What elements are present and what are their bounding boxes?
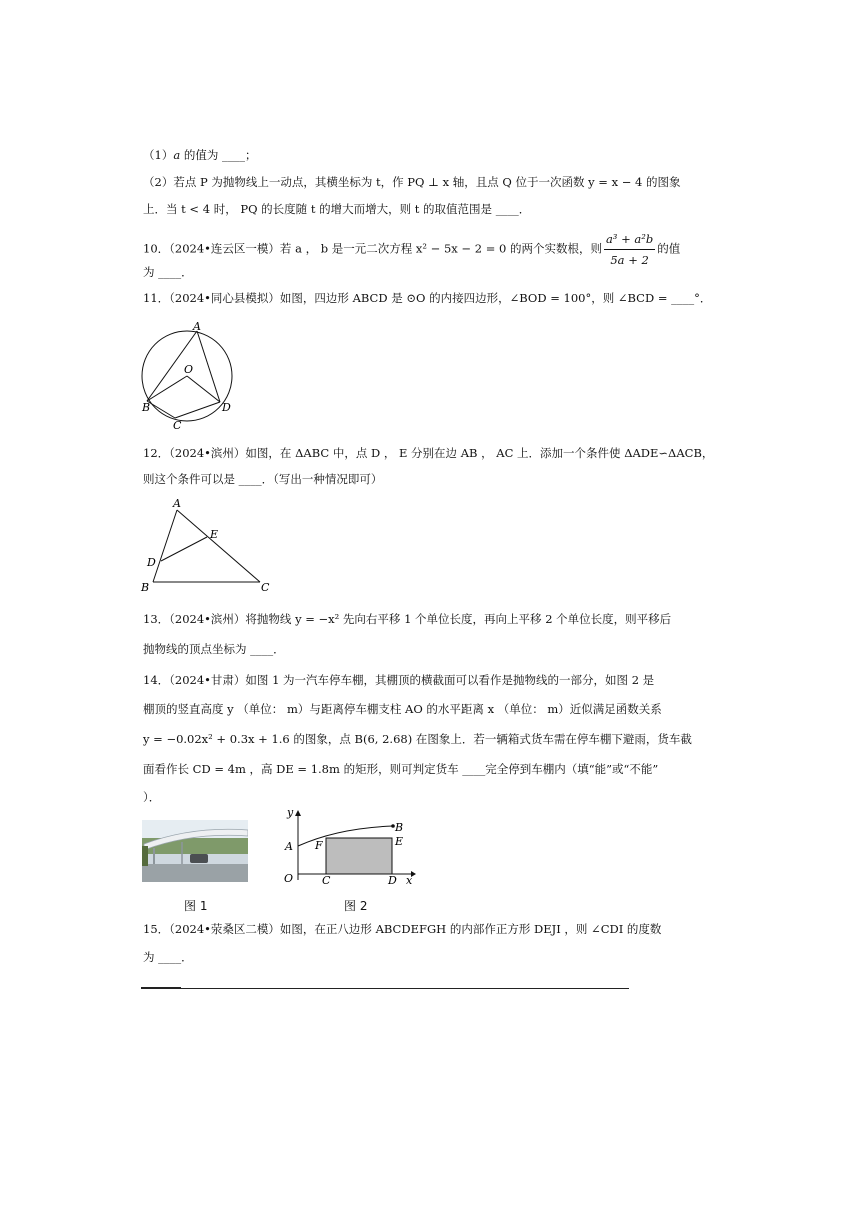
question-part-2-line1: （2）若点 P 为抛物线上一动点，其横坐标为 t，作 PQ ⊥ x 轴，且点 Q 位于一次函数 y = x − 4 的图象 <box>143 175 681 189</box>
label-b: B <box>141 581 150 594</box>
line-od <box>187 376 220 402</box>
label-o: O <box>284 872 294 885</box>
q10-numerator: a³ + a²b <box>604 229 655 250</box>
question-part-1 <box>143 147 257 163</box>
label-b: B <box>142 401 151 414</box>
answer-blank: ____ <box>222 148 245 162</box>
label-f: F <box>315 839 323 852</box>
question-12-line2: 则这个条件可以是 ____．（写出一种情况即可） <box>143 472 383 486</box>
label-e: E <box>210 528 219 541</box>
question-14-line2: 棚顶的竖直高度 y （单位： m）与距离停车棚支柱 AO 的水平距离 x （单位： m）近似满足函数关系 <box>143 702 662 716</box>
label-a: A <box>285 840 293 853</box>
fig2-caption: 图 2 <box>344 899 368 913</box>
q10-denominator: 5a + 2 <box>610 253 649 267</box>
part-1-var: a <box>173 148 181 162</box>
truck-rectangle <box>326 838 392 874</box>
page-divider <box>141 988 629 989</box>
label-e: E <box>395 835 404 848</box>
label-a: A <box>193 320 201 333</box>
question-part-2-line2: 上．当 t < 4 时， PQ 的长度随 t 的增大而增大，则 t 的取值范围是 ____． <box>143 202 531 216</box>
question-14-line5: ）． <box>143 790 161 804</box>
question-14-line1: 14．（2024•甘肃）如图 1 为一汽车停车棚，其棚顶的横截面可以看作是抛物线的一部分，如图 2 是 <box>143 673 655 687</box>
label-d: D <box>147 556 156 569</box>
question-10-line1 <box>143 229 680 270</box>
page-divider-accent <box>141 987 181 989</box>
line-cd <box>175 402 220 418</box>
question-15-line1: 15．（2024•荥桑区二模）如图，在正八边形 ABCDEFGH 的内部作正方形 DEJI ，则 ∠CDI 的度数 <box>143 922 662 936</box>
part-1-text: 的值为 <box>180 148 222 162</box>
label-o: O <box>184 363 194 376</box>
q10-fraction <box>604 229 655 270</box>
label-c: C <box>322 874 331 887</box>
line-bc <box>147 401 175 418</box>
q10-text-tail: 的值 <box>657 241 681 256</box>
fig1-caption: 图 1 <box>184 899 208 913</box>
question-14-line4: 面看作长 CD = 4m ，高 DE = 1.8m 的矩形，则可判定货车 ____完全停到车棚内（填“能”或“不能” <box>143 762 659 776</box>
label-d: D <box>388 874 397 887</box>
label-a: A <box>173 497 181 510</box>
line-ob <box>147 376 187 401</box>
label-y: y <box>287 806 294 819</box>
part-1-head: （1） <box>143 148 174 162</box>
q12-triangle-figure <box>140 496 275 596</box>
carport-photo <box>142 820 248 882</box>
label-b: B <box>395 821 404 834</box>
question-11-text: 11．（2024•同心县模拟）如图，四边形 ABCD 是 ⊙O 的内接四边形，∠BOD = 100°，则 ∠BCD = ____°． <box>143 291 712 305</box>
question-15-line2: 为 ____． <box>143 950 193 964</box>
question-13-line2: 抛物线的顶点坐标为 ____． <box>143 642 285 656</box>
question-10-line2: 为 ____． <box>143 265 193 279</box>
y-axis-arrow <box>295 810 301 816</box>
question-12-line1: 12．（2024•滨州）如图，在 ΔABC 中，点 D ， E 分别在边 AB ， AC 上．添加一个条件使 ΔADE∽ΔACB， <box>143 446 714 460</box>
q10-text: 10．（2024•连云区一模）若 a ， b 是一元二次方程 x² − 5x − 2 = 0 的两个实数根，则 <box>143 241 602 256</box>
label-d: D <box>222 401 231 414</box>
question-14-line3: y = −0.02x² + 0.3x + 1.6 的图象，点 B(6, 2.68) 在图象上．若一辆箱式货车需在停车棚下避雨，货车截 <box>143 732 692 746</box>
label-c: C <box>173 419 182 432</box>
label-c: C <box>261 581 270 594</box>
label-x: x <box>406 874 413 887</box>
question-13-line1: 13．（2024•滨州）将抛物线 y = −x² 先向右平移 1 个单位长度，再向上平移 2 个单位长度，则平移后 <box>143 612 672 626</box>
part-1-tail: ； <box>245 148 257 162</box>
carport-photo-drawing <box>142 820 248 882</box>
line-ab <box>153 510 177 582</box>
q11-circle-figure <box>140 316 240 431</box>
line-de <box>161 537 207 561</box>
q14-graph-figure <box>278 806 418 887</box>
